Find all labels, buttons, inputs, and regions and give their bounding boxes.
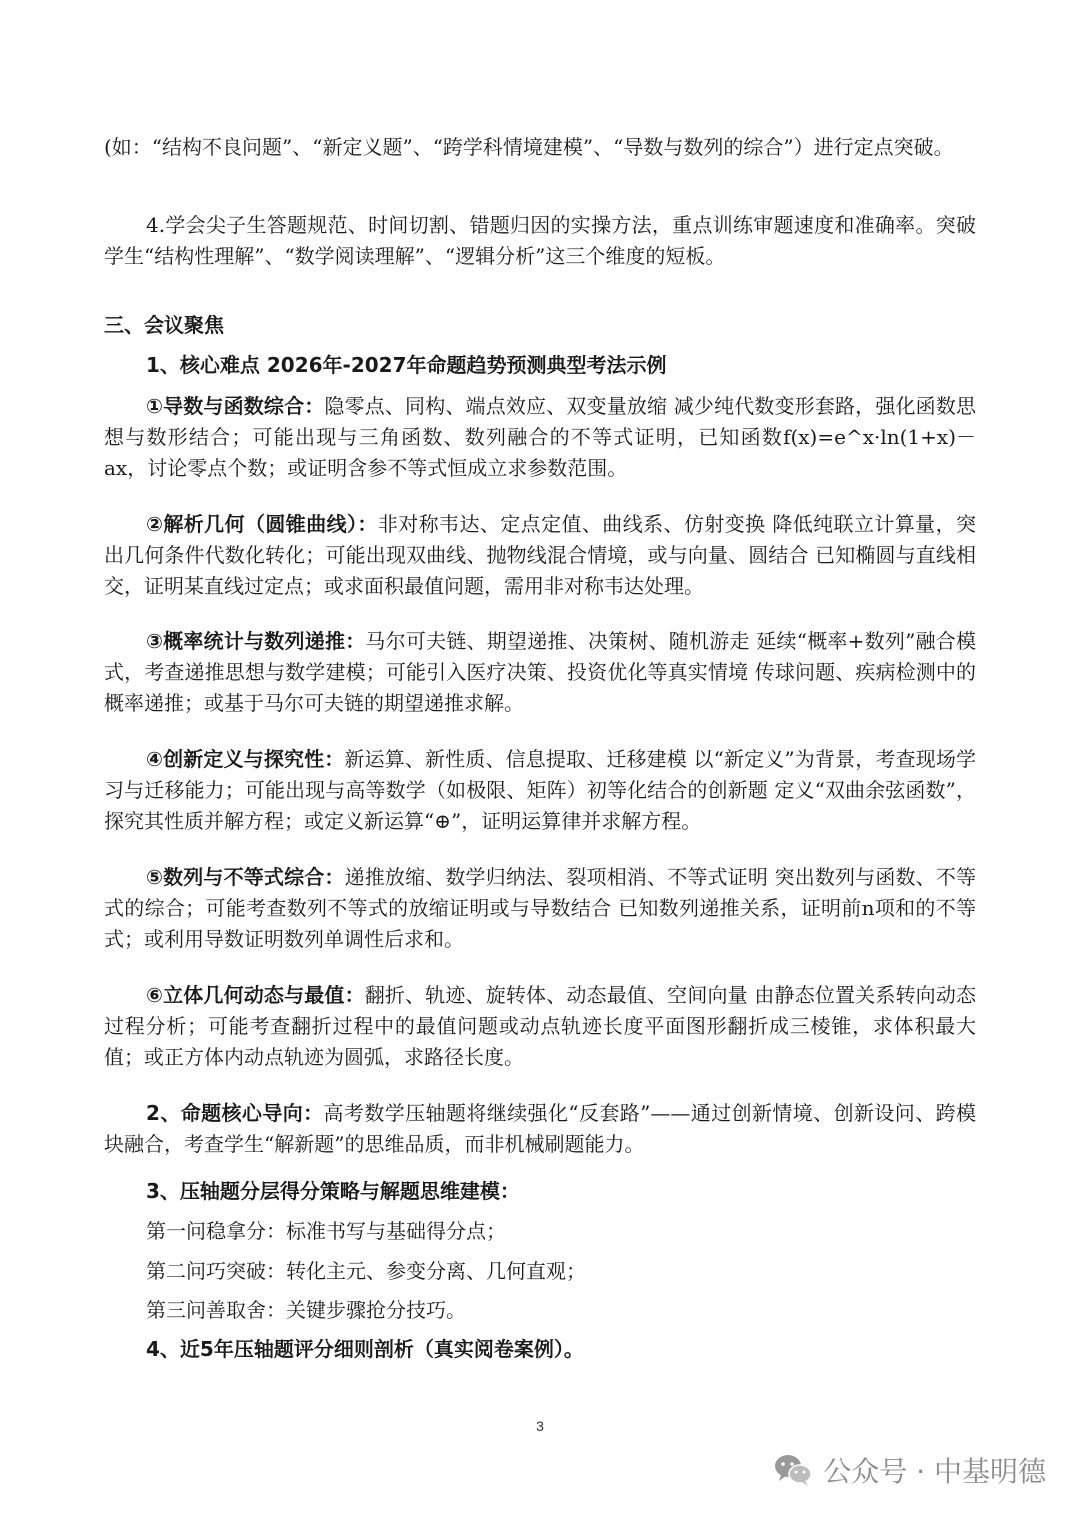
topic-label: ②解析几何（圆锥曲线）： — [146, 512, 378, 536]
topic-text: 马尔可夫链、期望递推、决策树、随机游走 延续“概率+数列”融合模式，考查递推思想与数学建模；可能引入医疗决策、投资优化等真实情境 传球问题、疾病检测中的概率递推；或基于马尔可夫链的期望递推求解。 — [104, 629, 976, 715]
topic-text: 隐零点、同构、端点效应、双变量放缩 减少纯代数变形套路，强化函数思想与数形结合；可能出现与三角函数、数列融合的不等式证明，已知函数f(x)=e^x·ln(1+x)－ax，讨论零点个数；或证明含参不等式恒成立求参数范围。 — [104, 394, 976, 480]
topic-text: 递推放缩、数学归纳法、裂项相消、不等式证明 突出数列与函数、不等式的综合；可能考查数列不等式的放缩证明或与导数结合 已知数列递推关系，证明前n项和的不等式；或利用导数证明数列单调性后求和。 — [104, 865, 977, 951]
topic-innovative-definition — [104, 744, 976, 837]
topic-derivative-function — [104, 391, 976, 484]
wechat-watermark — [773, 1450, 1046, 1490]
strategy-step-1: 第一问稳拿分：标准书写与基础得分点； — [146, 1219, 506, 1243]
topic-sequence-inequality — [104, 862, 976, 955]
item-2-label: 2、命题核心导向： — [146, 1101, 324, 1125]
paragraph-continuation: (如：“结构不良问题”、“新定义题”、“跨学科情境建模”、“导数与数列的综合”）进行定点突破。 — [104, 135, 954, 159]
item-2-text: 高考数学压轴题将继续强化“反套路”——通过创新情境、创新设问、跨模块融合，考查学生“解新题”的思维品质，而非机械刷题能力。 — [104, 1101, 976, 1156]
topic-label: ⑤数列与不等式综合： — [146, 865, 345, 889]
topic-text: 翻折、轨迹、旋转体、动态最值、空间向量 由静态位置关系转向动态过程分析；可能考查翻折过程中的最值问题或动点轨迹长度平面图形翻折成三棱锥，求体积最大值；或正方体内动点轨迹为圆弧，求路径长度。 — [104, 983, 976, 1069]
watermark-text: 公众号 · 中基明德 — [823, 1455, 1046, 1488]
topic-label: ①导数与函数综合： — [146, 394, 325, 418]
item-3-heading: 3、压轴题分层得分策略与解题思维建模： — [146, 1179, 520, 1203]
item-1-heading: 1、核心难点 2026年-2027年命题趋势预测典型考法示例 — [146, 353, 667, 377]
topic-analytic-geometry — [104, 509, 976, 602]
paragraph-point-4: 4.学会尖子生答题规范、时间切割、错题归因的实操方法，重点训练审题速度和准确率。突破学生“结构性理解”、“数学阅读理解”、“逻辑分析”这三个维度的短板。 — [104, 213, 976, 268]
wechat-icon — [773, 1453, 813, 1487]
topic-label: ⑥立体几何动态与最值： — [146, 983, 365, 1007]
topic-label: ③概率统计与数列递推： — [146, 629, 366, 653]
item-2-core-orientation — [104, 1098, 976, 1160]
topic-text: 新运算、新性质、信息提取、迁移建模 以“新定义”为背景，考查现场学习与迁移能力；可能出现与高等数学（如极限、矩阵）初等化结合的创新题 定义“双曲余弦函数”，探究其性质并解方程；或定义新运算“⊕”，证明运算律并求解方程。 — [104, 747, 976, 833]
item-4-heading: 4、近5年压轴题评分细则剖析（真实阅卷案例）。 — [146, 1337, 584, 1361]
topic-text: 非对称韦达、定点定值、曲线系、仿射变换 降低纯联立计算量，突出几何条件代数化转化；可能出现双曲线、抛物线混合情境，或与向量、圆结合 已知椭圆与直线相交，证明某直线过定点；或求面积最值问题，需用非对称韦达处理。 — [104, 512, 976, 598]
strategy-step-2: 第二问巧突破：转化主元、参变分离、几何直观； — [146, 1259, 586, 1283]
topic-solid-geometry — [104, 980, 976, 1073]
topic-probability-sequence — [104, 626, 976, 719]
section-heading-meeting-focus: 三、会议聚焦 — [104, 313, 224, 337]
topic-label: ④创新定义与探究性： — [146, 747, 345, 771]
page-number: 3 — [536, 1418, 544, 1434]
strategy-step-3: 第三问善取舍：关键步骤抢分技巧。 — [146, 1298, 466, 1322]
